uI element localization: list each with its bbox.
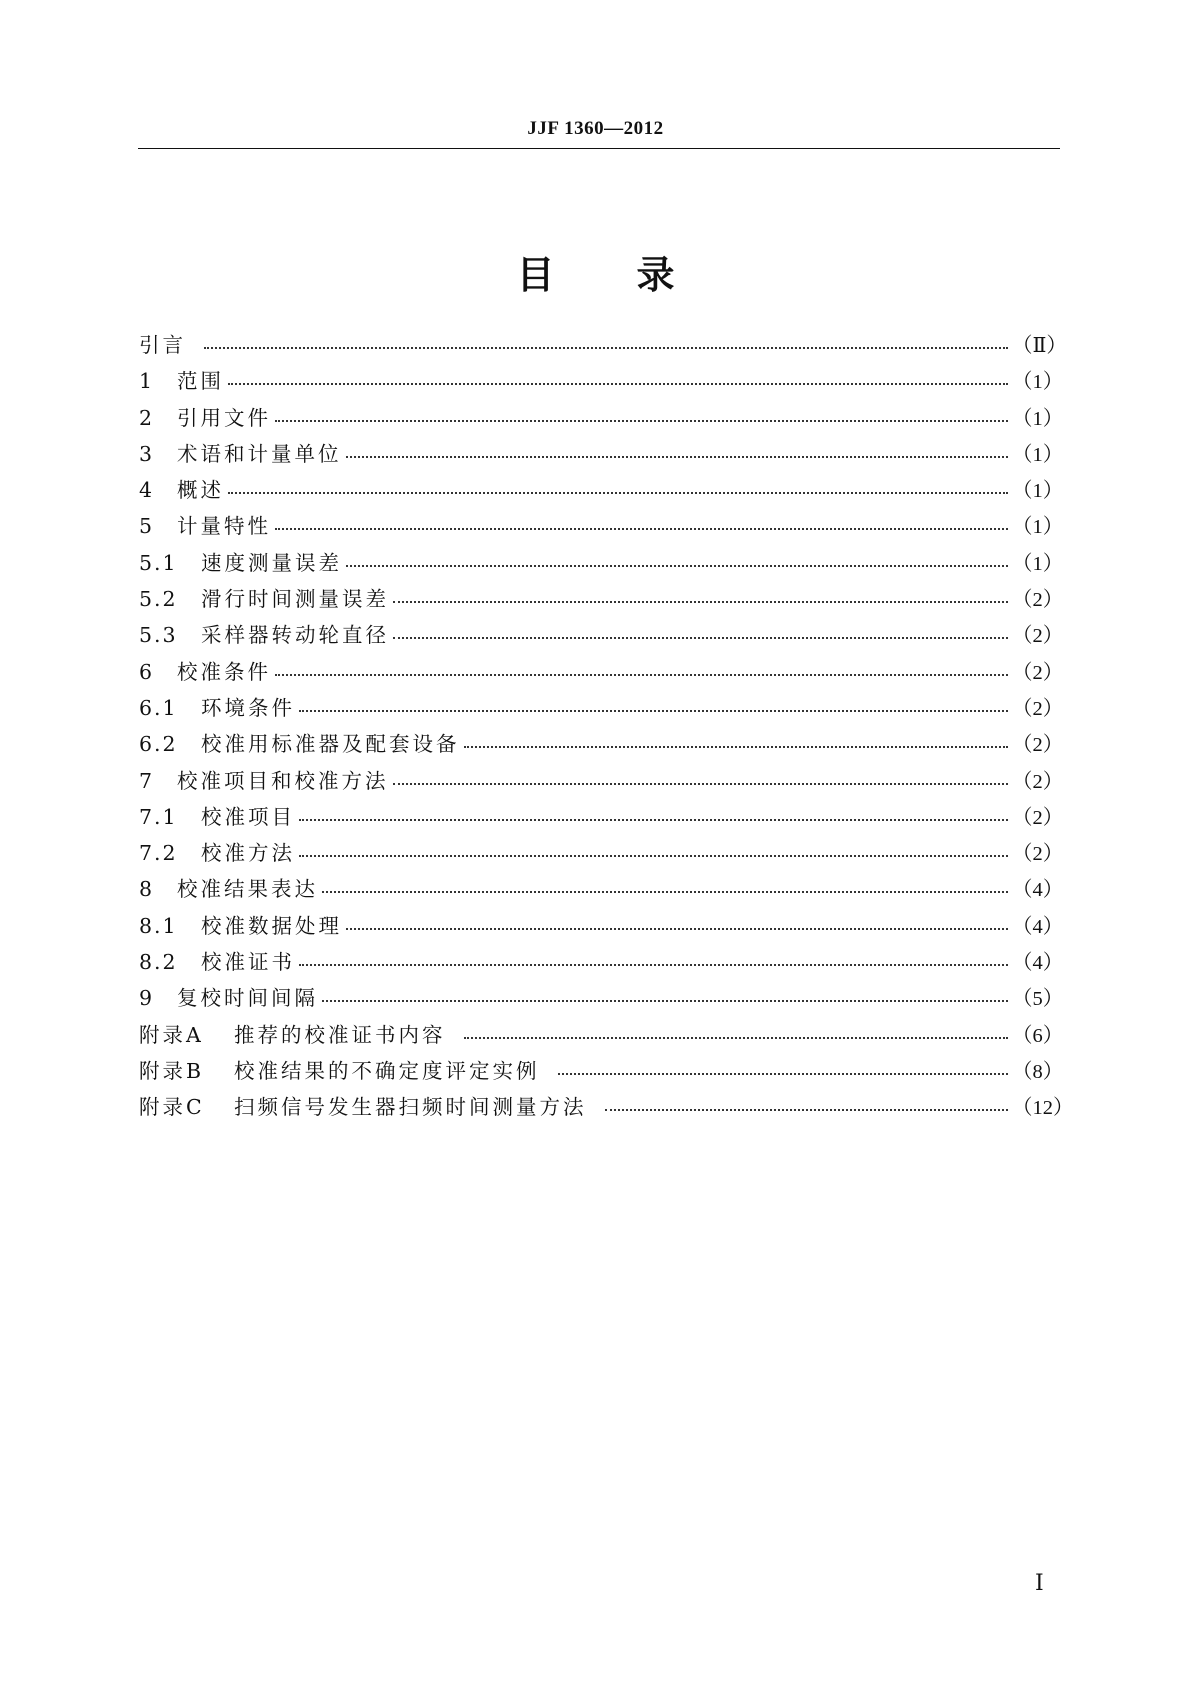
toc-dot-leader: [605, 1094, 1009, 1114]
toc-entry-title: 计量特性: [177, 514, 271, 539]
toc-dot-leader: [464, 1022, 1009, 1042]
toc-dot-leader: [393, 586, 1008, 606]
toc-entry-page: （5）: [1012, 988, 1064, 1011]
toc-entry-title: 采样器转动轮直径: [201, 623, 389, 648]
toc-dot-leader: [275, 513, 1008, 533]
toc-dot-leader: [346, 441, 1009, 461]
toc-entry-title: 滑行时间测量误差: [201, 587, 389, 612]
toc-entry-number: 8.2: [139, 950, 178, 975]
toc-dot-leader: [275, 659, 1008, 679]
toc-entry-title: 校准项目: [201, 804, 295, 829]
toc-entry: [139, 473, 1064, 509]
toc-entry: [139, 546, 1064, 582]
toc-entry: [139, 582, 1064, 618]
toc-entry-page: （2）: [1012, 661, 1064, 684]
toc-entry: [139, 364, 1064, 400]
toc-entry: [139, 800, 1064, 836]
toc-entry: [139, 981, 1064, 1017]
toc-entry-title: 引言: [139, 333, 186, 357]
toc-dot-leader: [299, 840, 1008, 860]
toc-dot-leader: [322, 876, 1008, 896]
toc-entry: [139, 727, 1064, 763]
toc-entry-number: 7.2: [139, 841, 178, 866]
toc-entry-page: （1）: [1012, 407, 1064, 430]
toc-dot-leader: [275, 405, 1008, 425]
toc-entry-title: 校准项目和校准方法: [177, 768, 389, 793]
toc-entry-page: （4）: [1012, 879, 1064, 902]
toc-entry-title: 校准条件: [177, 659, 271, 684]
toc-entry-page: （1）: [1012, 371, 1064, 394]
toc-dot-leader: [204, 332, 1008, 352]
toc-entry-number: 6.2: [139, 732, 178, 757]
toc-entry-title: 环境条件: [201, 695, 295, 720]
toc-entry-number: 2: [139, 405, 155, 430]
toc-entry-number: 3: [139, 441, 155, 466]
table-of-contents: [139, 328, 1074, 1127]
toc-entry: [139, 872, 1064, 908]
toc-entry-title: 复校时间间隔: [177, 986, 318, 1011]
toc-entry-title: 校准证书: [201, 950, 295, 975]
toc-entry-page: （1）: [1012, 443, 1064, 466]
toc-entry-page: （2）: [1012, 770, 1064, 793]
toc-entry: [139, 1018, 1064, 1054]
toc-entry-number: 7: [139, 768, 155, 793]
toc-dot-leader: [322, 985, 1008, 1005]
toc-entry-title: 校准用标准器及配套设备: [201, 732, 460, 757]
toc-entry: [139, 328, 1067, 364]
toc-entry-page: （1）: [1012, 480, 1064, 503]
toc-entry-title: 校准方法: [201, 841, 295, 866]
toc-dot-leader: [393, 622, 1008, 642]
toc-entry-page: （2）: [1012, 806, 1064, 829]
toc-entry-number: 6: [139, 659, 155, 684]
toc-entry-title: 概述: [177, 478, 224, 503]
page-number: Ⅰ: [1035, 1570, 1044, 1595]
toc-entry-page: （6）: [1012, 1024, 1064, 1047]
toc-entry-number: 附录B: [139, 1058, 205, 1083]
toc-entry: [139, 655, 1064, 691]
toc-entry-title: 校准结果的不确定度评定实例: [234, 1058, 540, 1083]
toc-entry: [139, 401, 1064, 437]
toc-entry-title: 引用文件: [177, 405, 271, 430]
toc-entry-number: 8.1: [139, 913, 178, 938]
toc-entry-title: 扫频信号发生器扫频时间测量方法: [234, 1095, 587, 1120]
toc-entry: [139, 618, 1064, 654]
toc-entry-page: （Ⅱ）: [1012, 335, 1067, 357]
toc-entry-number: 8: [139, 877, 155, 902]
toc-entry-number: 1: [139, 369, 155, 394]
toc-entry-page: （2）: [1012, 734, 1064, 757]
toc-entry: [139, 437, 1064, 473]
toc-entry-page: （2）: [1012, 843, 1064, 866]
toc-entry-page: （12）: [1012, 1097, 1074, 1120]
toc-entry-title: 速度测量误差: [201, 550, 342, 575]
toc-entry: [139, 1054, 1064, 1090]
toc-entry-page: （2）: [1012, 589, 1064, 612]
toc-entry-number: 7.1: [139, 804, 178, 829]
toc-entry: [139, 836, 1064, 872]
toc-entry-page: （1）: [1012, 516, 1064, 539]
toc-entry-number: 9: [139, 986, 155, 1011]
toc-dot-leader: [558, 1058, 1009, 1078]
toc-dot-leader: [346, 913, 1008, 933]
toc-entry-page: （8）: [1012, 1060, 1064, 1083]
toc-dot-leader: [299, 695, 1008, 715]
toc-entry-title: 范围: [177, 369, 224, 394]
toc-entry-title: 推荐的校准证书内容: [234, 1022, 446, 1047]
toc-dot-leader: [299, 804, 1008, 824]
toc-dot-leader: [299, 949, 1008, 969]
toc-dot-leader: [228, 368, 1008, 388]
toc-entry-title: 术语和计量单位: [177, 441, 342, 466]
toc-entry-page: （4）: [1012, 915, 1064, 938]
toc-entry-page: （2）: [1012, 697, 1064, 720]
toc-entry-page: （1）: [1012, 552, 1064, 575]
toc-entry-number: 附录A: [139, 1022, 204, 1047]
toc-entry-number: 5.3: [139, 623, 178, 648]
toc-entry: [139, 691, 1064, 727]
toc-entry-number: 6.1: [139, 695, 178, 720]
toc-entry-page: （2）: [1012, 625, 1064, 648]
toc-entry: [139, 764, 1064, 800]
toc-entry-number: 附录C: [139, 1095, 205, 1120]
standard-code-header: JJF 1360—2012: [527, 118, 664, 139]
toc-entry-number: 5.1: [139, 550, 178, 575]
toc-entry-title: 校准结果表达: [177, 877, 318, 902]
toc-entry-page: （4）: [1012, 952, 1064, 975]
toc-dot-leader: [346, 550, 1008, 570]
toc-entry-number: 5: [139, 514, 155, 539]
toc-dot-leader: [228, 477, 1008, 497]
toc-entry: [139, 909, 1064, 945]
toc-entry: [139, 509, 1064, 545]
toc-dot-leader: [464, 731, 1009, 751]
toc-entry-number: 5.2: [139, 587, 178, 612]
toc-dot-leader: [393, 768, 1009, 788]
toc-title: 目录: [516, 253, 757, 297]
toc-entry-number: 4: [139, 478, 155, 503]
toc-entry-title: 校准数据处理: [201, 913, 342, 938]
toc-entry: [139, 945, 1064, 981]
toc-entry: [139, 1090, 1074, 1126]
header-divider: [138, 148, 1060, 149]
